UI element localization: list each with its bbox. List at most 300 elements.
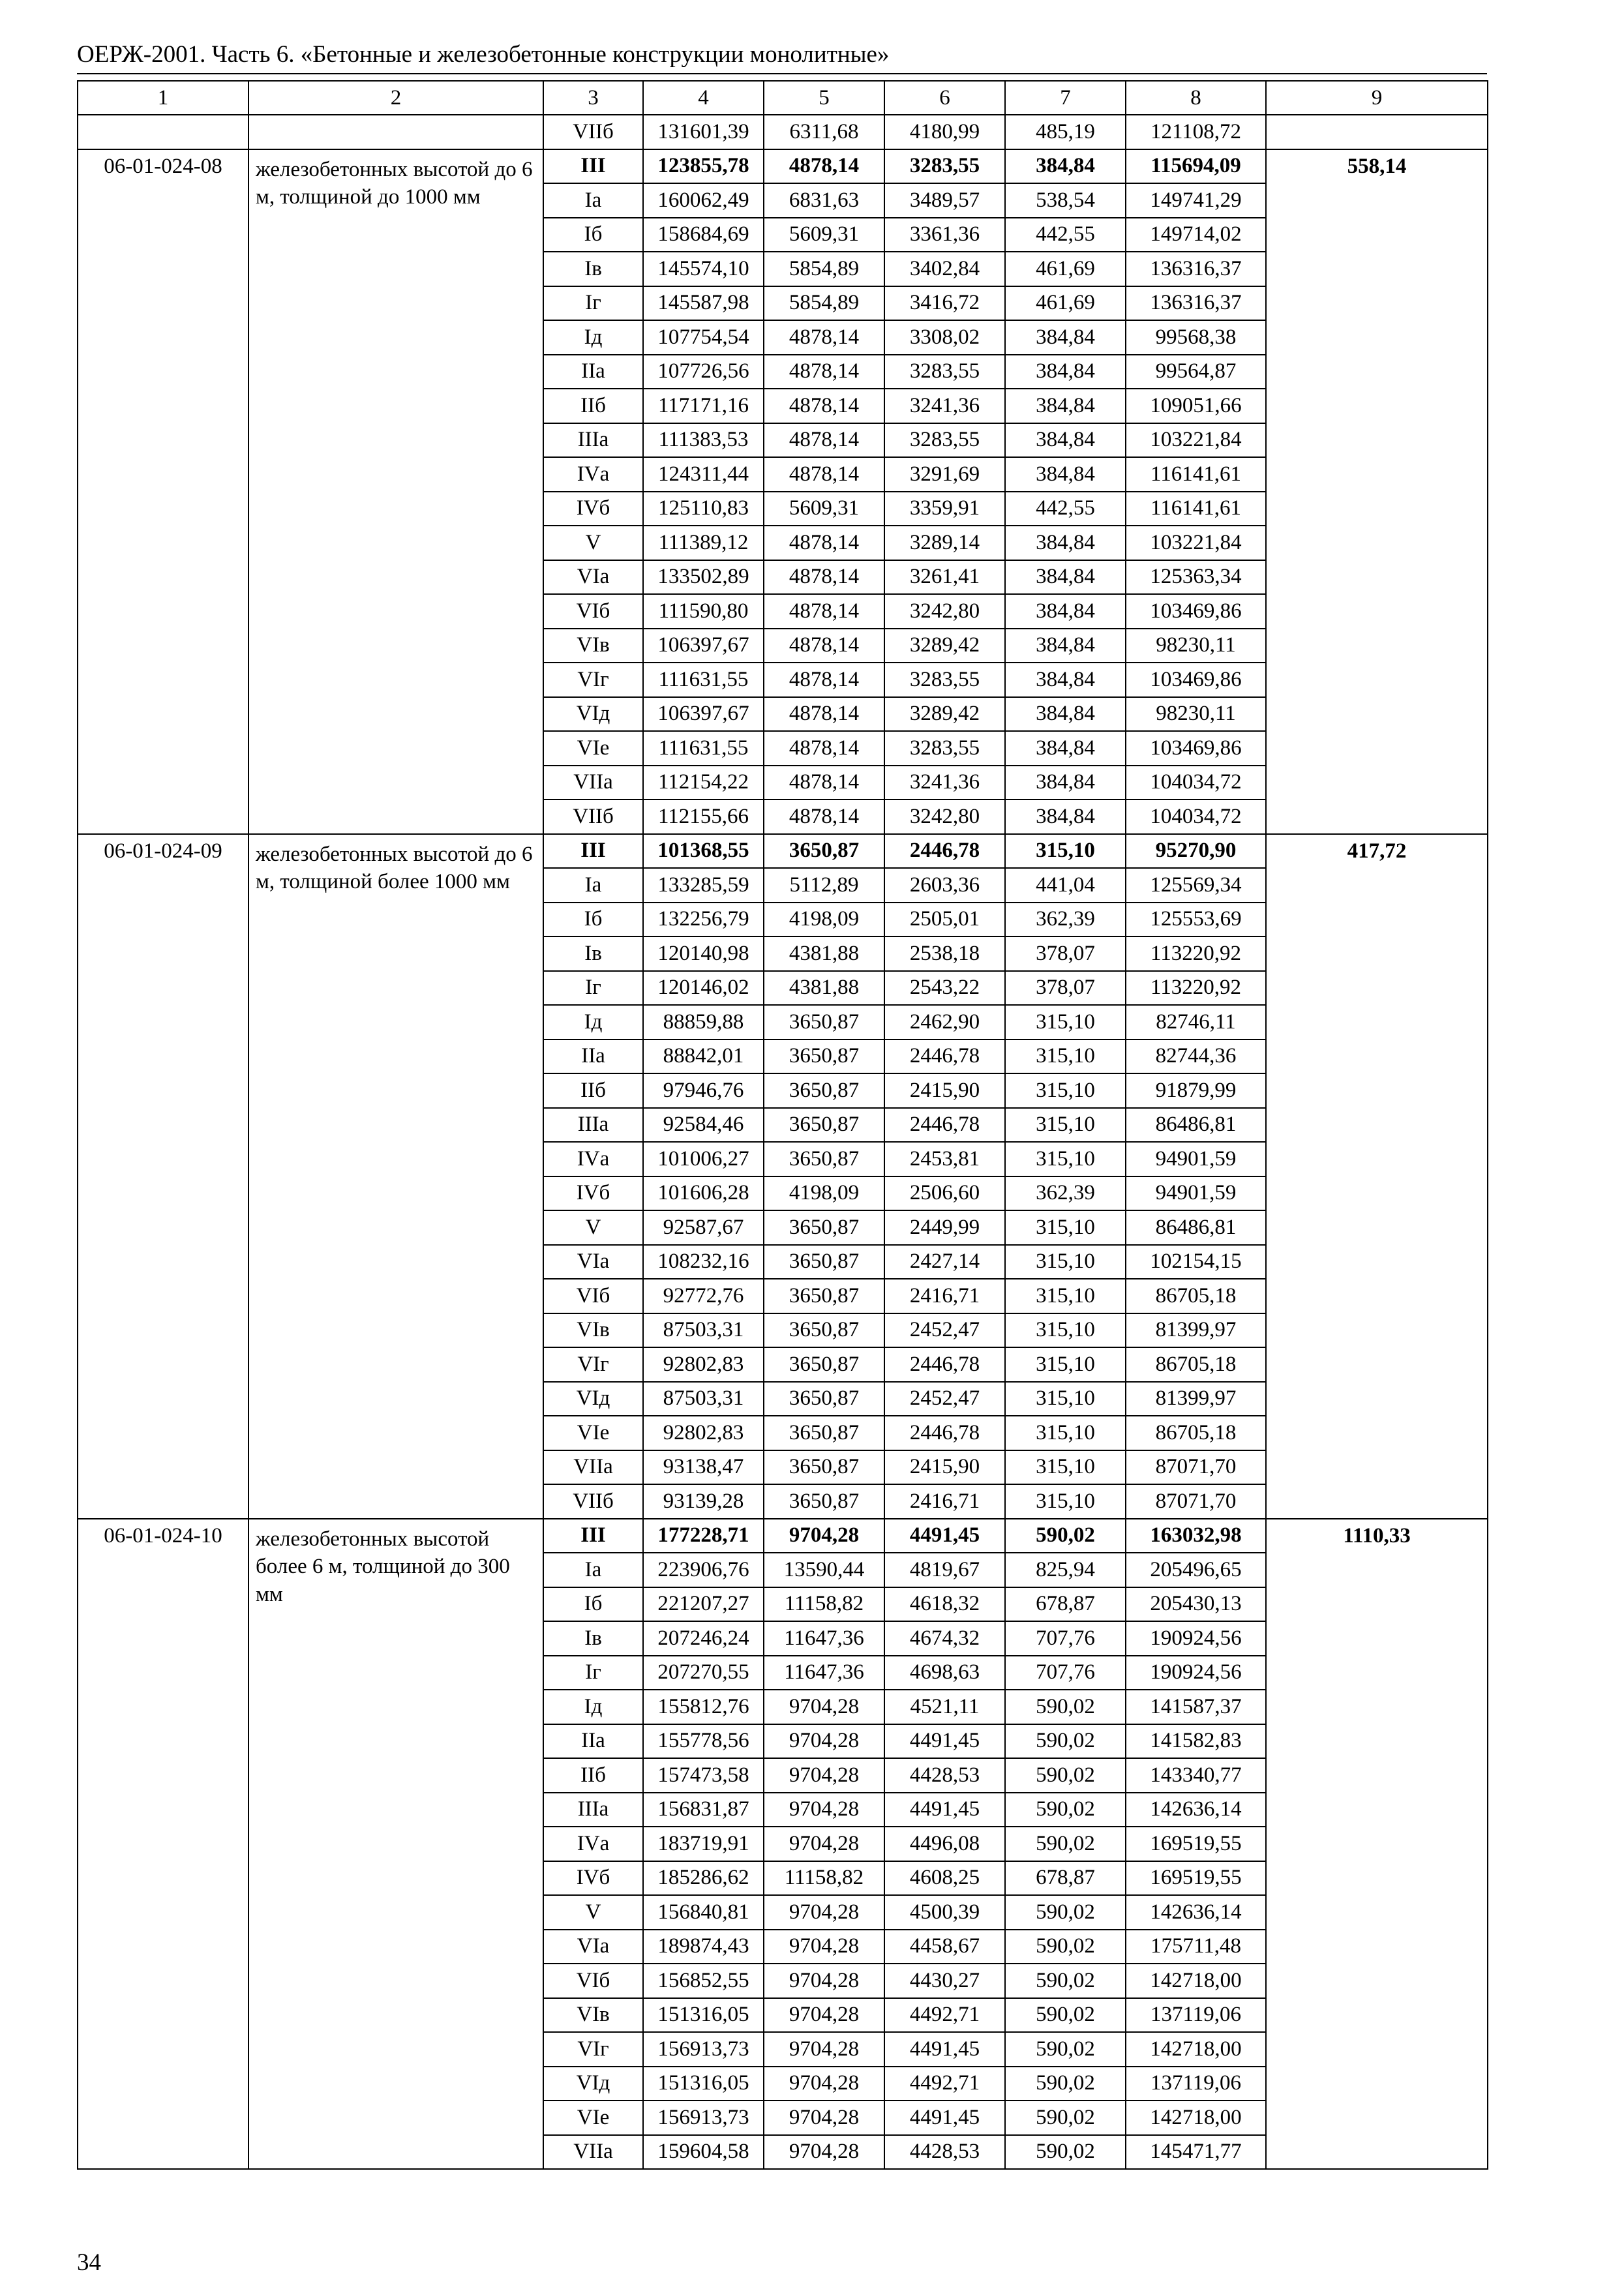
value-cell: 590,02: [1005, 2067, 1126, 2101]
value-cell: 142718,00: [1126, 2032, 1266, 2067]
value-cell: 183719,91: [643, 1827, 764, 1861]
value-cell: 189874,43: [643, 1930, 764, 1964]
value-cell: 11647,36: [764, 1656, 884, 1690]
value-cell: 205430,13: [1126, 1587, 1266, 1622]
value-cell: 315,10: [1005, 1040, 1126, 1074]
value-cell: 86486,81: [1126, 1210, 1266, 1245]
value-cell: 163032,98: [1126, 1519, 1266, 1553]
value-cell: 3416,72: [884, 286, 1005, 321]
column-number: 1: [78, 81, 248, 115]
value-cell: 6831,63: [764, 183, 884, 218]
value-cell: 156913,73: [643, 2032, 764, 2067]
value-cell: 3650,87: [764, 1416, 884, 1450]
value-cell: 4878,14: [764, 355, 884, 389]
zone-cell: VIв: [543, 629, 643, 663]
value-cell: 99564,87: [1126, 355, 1266, 389]
value-cell: 5854,89: [764, 252, 884, 286]
value-cell: 5112,89: [764, 868, 884, 903]
zone-cell: IIа: [543, 1040, 643, 1074]
value-cell: 590,02: [1005, 1793, 1126, 1827]
value-cell: 92584,46: [643, 1108, 764, 1143]
zone-cell: VIг: [543, 1347, 643, 1382]
value-cell: 111389,12: [643, 526, 764, 560]
value-cell: 106397,67: [643, 629, 764, 663]
column-number: 2: [248, 81, 543, 115]
value-cell: 3650,87: [764, 1313, 884, 1348]
value-cell: 207270,55: [643, 1656, 764, 1690]
value-cell: 116141,61: [1126, 457, 1266, 492]
value-cell: 590,02: [1005, 1519, 1126, 1553]
value-cell: 4819,67: [884, 1553, 1005, 1587]
value-cell: 111383,53: [643, 423, 764, 458]
zone-cell: VIд: [543, 1382, 643, 1416]
zone-cell: VIIб: [543, 115, 643, 149]
value-cell: 4381,88: [764, 971, 884, 1006]
value-cell: 101368,55: [643, 834, 764, 869]
value-cell: 384,84: [1005, 526, 1126, 560]
zone-cell: Iд: [543, 320, 643, 355]
value-cell: 4491,45: [884, 1724, 1005, 1759]
zone-cell: Iв: [543, 1621, 643, 1656]
value-cell: 159604,58: [643, 2135, 764, 2170]
value-cell: 3650,87: [764, 1484, 884, 1519]
value-cell: 9704,28: [764, 1724, 884, 1759]
value-cell: 11647,36: [764, 1621, 884, 1656]
value-cell: 3242,80: [884, 594, 1005, 629]
zone-cell: VIд: [543, 697, 643, 732]
value-cell: 207246,24: [643, 1621, 764, 1656]
value-cell: 2538,18: [884, 936, 1005, 971]
value-cell: 384,84: [1005, 594, 1126, 629]
value-cell: 678,87: [1005, 1587, 1126, 1622]
value-cell: 590,02: [1005, 1690, 1126, 1724]
value-cell: 707,76: [1005, 1621, 1126, 1656]
value-cell: 136316,37: [1126, 286, 1266, 321]
value-cell: 155778,56: [643, 1724, 764, 1759]
zone-cell: VIIа: [543, 1450, 643, 1485]
table-row: [78, 1519, 1488, 1553]
rate-total: 1110,33: [1266, 1519, 1488, 2170]
value-cell: 2449,99: [884, 1210, 1005, 1245]
value-cell: 86705,18: [1126, 1416, 1266, 1450]
value-cell: 538,54: [1005, 183, 1126, 218]
value-cell: 205496,65: [1126, 1553, 1266, 1587]
value-cell: 2416,71: [884, 1279, 1005, 1313]
value-cell: 103221,84: [1126, 423, 1266, 458]
value-cell: 3289,14: [884, 526, 1005, 560]
zone-cell: IIб: [543, 1758, 643, 1793]
value-cell: 92772,76: [643, 1279, 764, 1313]
value-cell: 3283,55: [884, 731, 1005, 766]
empty-code-cell: [78, 115, 248, 149]
value-cell: 13590,44: [764, 1553, 884, 1587]
zone-cell: VIа: [543, 560, 643, 595]
value-cell: 185286,62: [643, 1861, 764, 1896]
value-cell: 142636,14: [1126, 1793, 1266, 1827]
value-cell: 81399,97: [1126, 1313, 1266, 1348]
value-cell: 141582,83: [1126, 1724, 1266, 1759]
column-number: 6: [884, 81, 1005, 115]
value-cell: 384,84: [1005, 766, 1126, 800]
zone-cell: Iд: [543, 1690, 643, 1724]
value-cell: 99568,38: [1126, 320, 1266, 355]
value-cell: 485,19: [1005, 115, 1126, 149]
value-cell: 93139,28: [643, 1484, 764, 1519]
value-cell: 137119,06: [1126, 1998, 1266, 2033]
value-cell: 157473,58: [643, 1758, 764, 1793]
value-cell: 104034,72: [1126, 800, 1266, 834]
column-number: 4: [643, 81, 764, 115]
zone-cell: V: [543, 1895, 643, 1930]
value-cell: 87503,31: [643, 1382, 764, 1416]
value-cell: 9704,28: [764, 2101, 884, 2135]
value-cell: 4878,14: [764, 629, 884, 663]
value-cell: 4878,14: [764, 457, 884, 492]
value-cell: 384,84: [1005, 320, 1126, 355]
value-cell: 2446,78: [884, 834, 1005, 869]
value-cell: 9704,28: [764, 1519, 884, 1553]
value-cell: 3261,41: [884, 560, 1005, 595]
column-number: 3: [543, 81, 643, 115]
value-cell: 2446,78: [884, 1040, 1005, 1074]
column-number: 7: [1005, 81, 1126, 115]
zone-cell: VIе: [543, 2101, 643, 2135]
value-cell: 3402,84: [884, 252, 1005, 286]
value-cell: 123855,78: [643, 149, 764, 184]
value-cell: 5609,31: [764, 218, 884, 252]
value-cell: 112154,22: [643, 766, 764, 800]
value-cell: 4492,71: [884, 1998, 1005, 2033]
value-cell: 117171,16: [643, 389, 764, 423]
value-cell: 2446,78: [884, 1416, 1005, 1450]
value-cell: 94901,59: [1126, 1176, 1266, 1211]
zone-cell: VIIб: [543, 800, 643, 834]
carryover-row: [78, 115, 1488, 149]
column-number-row: [78, 81, 1488, 115]
zone-cell: VIг: [543, 663, 643, 697]
value-cell: 384,84: [1005, 697, 1126, 732]
value-cell: 590,02: [1005, 1758, 1126, 1793]
value-cell: 102154,15: [1126, 1245, 1266, 1279]
zone-cell: VIв: [543, 1313, 643, 1348]
value-cell: 5854,89: [764, 286, 884, 321]
value-cell: 384,84: [1005, 629, 1126, 663]
rate-code: 06-01-024-09: [78, 834, 248, 1519]
value-cell: 3291,69: [884, 457, 1005, 492]
value-cell: 98230,11: [1126, 697, 1266, 732]
rates-table: [77, 80, 1488, 2170]
value-cell: 3241,36: [884, 389, 1005, 423]
value-cell: 106397,67: [643, 697, 764, 732]
value-cell: 384,84: [1005, 389, 1126, 423]
value-cell: 2462,90: [884, 1005, 1005, 1040]
value-cell: 4674,32: [884, 1621, 1005, 1656]
zone-cell: VIIа: [543, 2135, 643, 2170]
table-row: [78, 149, 1488, 184]
value-cell: 4491,45: [884, 2101, 1005, 2135]
value-cell: 88859,88: [643, 1005, 764, 1040]
value-cell: 2446,78: [884, 1347, 1005, 1382]
value-cell: 94901,59: [1126, 1142, 1266, 1176]
value-cell: 3650,87: [764, 834, 884, 869]
value-cell: 132256,79: [643, 903, 764, 937]
value-cell: 4198,09: [764, 1176, 884, 1211]
value-cell: 158684,69: [643, 218, 764, 252]
value-cell: 378,07: [1005, 971, 1126, 1006]
value-cell: 82744,36: [1126, 1040, 1266, 1074]
value-cell: 442,55: [1005, 492, 1126, 526]
value-cell: 4878,14: [764, 320, 884, 355]
value-cell: 3650,87: [764, 1210, 884, 1245]
value-cell: 590,02: [1005, 2135, 1126, 2170]
value-cell: 590,02: [1005, 1964, 1126, 1998]
rate-total: 417,72: [1266, 834, 1488, 1519]
zone-cell: Iв: [543, 252, 643, 286]
value-cell: 113220,92: [1126, 936, 1266, 971]
value-cell: 384,84: [1005, 457, 1126, 492]
zone-cell: Iг: [543, 286, 643, 321]
value-cell: 4618,32: [884, 1587, 1005, 1622]
value-cell: 590,02: [1005, 2101, 1126, 2135]
value-cell: 3283,55: [884, 355, 1005, 389]
zone-cell: IIIа: [543, 423, 643, 458]
value-cell: 2543,22: [884, 971, 1005, 1006]
value-cell: 3283,55: [884, 663, 1005, 697]
zone-cell: IVа: [543, 457, 643, 492]
rate-code: 06-01-024-08: [78, 149, 248, 834]
value-cell: 142636,14: [1126, 1895, 1266, 1930]
zone-cell: IIб: [543, 1073, 643, 1108]
zone-cell: V: [543, 526, 643, 560]
zone-cell: IVб: [543, 1861, 643, 1896]
value-cell: 315,10: [1005, 1073, 1126, 1108]
value-cell: 315,10: [1005, 1416, 1126, 1450]
value-cell: 9704,28: [764, 1827, 884, 1861]
value-cell: 3489,57: [884, 183, 1005, 218]
value-cell: 116141,61: [1126, 492, 1266, 526]
zone-cell: VIIа: [543, 766, 643, 800]
value-cell: 4608,25: [884, 1861, 1005, 1896]
zone-cell: V: [543, 1210, 643, 1245]
value-cell: 2506,60: [884, 1176, 1005, 1211]
value-cell: 3650,87: [764, 1450, 884, 1485]
value-cell: 2452,47: [884, 1313, 1005, 1348]
value-cell: 441,04: [1005, 868, 1126, 903]
value-cell: 315,10: [1005, 1279, 1126, 1313]
value-cell: 3289,42: [884, 629, 1005, 663]
value-cell: 142718,00: [1126, 2101, 1266, 2135]
value-cell: 3361,36: [884, 218, 1005, 252]
zone-cell: IIа: [543, 1724, 643, 1759]
value-cell: 125553,69: [1126, 903, 1266, 937]
value-cell: 384,84: [1005, 800, 1126, 834]
rate-name: железобетонных высотой более 6 м, толщиной до 300 мм: [248, 1519, 543, 2170]
value-cell: 3242,80: [884, 800, 1005, 834]
value-cell: 103469,86: [1126, 663, 1266, 697]
value-cell: 590,02: [1005, 1998, 1126, 2033]
value-cell: 442,55: [1005, 218, 1126, 252]
value-cell: 177228,71: [643, 1519, 764, 1553]
zone-cell: VIа: [543, 1930, 643, 1964]
table-row: [78, 834, 1488, 869]
value-cell: 4491,45: [884, 1793, 1005, 1827]
value-cell: 115694,09: [1126, 149, 1266, 184]
value-cell: 4878,14: [764, 697, 884, 732]
value-cell: 87503,31: [643, 1313, 764, 1348]
value-cell: 3650,87: [764, 1040, 884, 1074]
value-cell: 590,02: [1005, 1827, 1126, 1861]
value-cell: 4878,14: [764, 389, 884, 423]
zone-cell: VIб: [543, 594, 643, 629]
value-cell: 87071,70: [1126, 1450, 1266, 1485]
value-cell: 81399,97: [1126, 1382, 1266, 1416]
zone-cell: IIIа: [543, 1108, 643, 1143]
value-cell: 315,10: [1005, 1108, 1126, 1143]
value-cell: 3359,91: [884, 492, 1005, 526]
value-cell: 9704,28: [764, 2135, 884, 2170]
value-cell: 137119,06: [1126, 2067, 1266, 2101]
value-cell: 92802,83: [643, 1347, 764, 1382]
value-cell: 4878,14: [764, 526, 884, 560]
zone-cell: Iб: [543, 903, 643, 937]
value-cell: 4428,53: [884, 2135, 1005, 2170]
value-cell: 98230,11: [1126, 629, 1266, 663]
value-cell: 151316,05: [643, 1998, 764, 2033]
value-cell: 4430,27: [884, 1964, 1005, 1998]
zone-cell: VIб: [543, 1279, 643, 1313]
value-cell: 107726,56: [643, 355, 764, 389]
zone-cell: III: [543, 834, 643, 869]
value-cell: 2427,14: [884, 1245, 1005, 1279]
column-number: 5: [764, 81, 884, 115]
value-cell: 169519,55: [1126, 1827, 1266, 1861]
value-cell: 5609,31: [764, 492, 884, 526]
zone-cell: VIв: [543, 1998, 643, 2033]
value-cell: 97946,76: [643, 1073, 764, 1108]
value-cell: 4428,53: [884, 1758, 1005, 1793]
zone-cell: IIб: [543, 389, 643, 423]
zone-cell: Iб: [543, 1587, 643, 1622]
empty-total-cell: [1266, 115, 1488, 149]
value-cell: 151316,05: [643, 2067, 764, 2101]
value-cell: 4878,14: [764, 800, 884, 834]
value-cell: 121108,72: [1126, 115, 1266, 149]
value-cell: 145587,98: [643, 286, 764, 321]
value-cell: 4500,39: [884, 1895, 1005, 1930]
value-cell: 362,39: [1005, 903, 1126, 937]
value-cell: 145471,77: [1126, 2135, 1266, 2170]
value-cell: 461,69: [1005, 252, 1126, 286]
zone-cell: IIIа: [543, 1793, 643, 1827]
value-cell: 111631,55: [643, 731, 764, 766]
zone-cell: VIе: [543, 1416, 643, 1450]
value-cell: 155812,76: [643, 1690, 764, 1724]
value-cell: 315,10: [1005, 1382, 1126, 1416]
value-cell: 101006,27: [643, 1142, 764, 1176]
value-cell: 384,84: [1005, 560, 1126, 595]
value-cell: 461,69: [1005, 286, 1126, 321]
value-cell: 131601,39: [643, 115, 764, 149]
value-cell: 95270,90: [1126, 834, 1266, 869]
value-cell: 3650,87: [764, 1108, 884, 1143]
value-cell: 109051,66: [1126, 389, 1266, 423]
value-cell: 3283,55: [884, 423, 1005, 458]
value-cell: 3308,02: [884, 320, 1005, 355]
document-header: ОЕРЖ-2001. Часть 6. «Бетонные и железобетонные конструкции монолитные»: [77, 41, 890, 68]
value-cell: 104034,72: [1126, 766, 1266, 800]
zone-cell: VIд: [543, 2067, 643, 2101]
value-cell: 362,39: [1005, 1176, 1126, 1211]
value-cell: 2415,90: [884, 1450, 1005, 1485]
zone-cell: Iа: [543, 183, 643, 218]
value-cell: 678,87: [1005, 1861, 1126, 1896]
value-cell: 156831,87: [643, 1793, 764, 1827]
value-cell: 315,10: [1005, 1210, 1126, 1245]
value-cell: 4492,71: [884, 2067, 1005, 2101]
value-cell: 221207,27: [643, 1587, 764, 1622]
value-cell: 9704,28: [764, 1690, 884, 1724]
value-cell: 136316,37: [1126, 252, 1266, 286]
value-cell: 9704,28: [764, 1793, 884, 1827]
value-cell: 4878,14: [764, 663, 884, 697]
value-cell: 149741,29: [1126, 183, 1266, 218]
value-cell: 315,10: [1005, 1450, 1126, 1485]
value-cell: 315,10: [1005, 1313, 1126, 1348]
empty-name-cell: [248, 115, 543, 149]
value-cell: 9704,28: [764, 1758, 884, 1793]
value-cell: 2452,47: [884, 1382, 1005, 1416]
zone-cell: IVа: [543, 1142, 643, 1176]
value-cell: 2415,90: [884, 1073, 1005, 1108]
value-cell: 86705,18: [1126, 1347, 1266, 1382]
value-cell: 4496,08: [884, 1827, 1005, 1861]
value-cell: 4381,88: [764, 936, 884, 971]
value-cell: 111590,80: [643, 594, 764, 629]
value-cell: 3650,87: [764, 1073, 884, 1108]
value-cell: 87071,70: [1126, 1484, 1266, 1519]
value-cell: 315,10: [1005, 1245, 1126, 1279]
value-cell: 9704,28: [764, 2032, 884, 2067]
value-cell: 86705,18: [1126, 1279, 1266, 1313]
value-cell: 108232,16: [643, 1245, 764, 1279]
value-cell: 2446,78: [884, 1108, 1005, 1143]
value-cell: 111631,55: [643, 663, 764, 697]
rate-name: железобетонных высотой до 6 м, толщиной до 1000 мм: [248, 149, 543, 834]
page-number: 34: [77, 2249, 101, 2276]
value-cell: 4458,67: [884, 1930, 1005, 1964]
zone-cell: III: [543, 149, 643, 184]
zone-cell: Iг: [543, 971, 643, 1006]
value-cell: 315,10: [1005, 1142, 1126, 1176]
value-cell: 9704,28: [764, 1998, 884, 2033]
value-cell: 315,10: [1005, 1484, 1126, 1519]
zone-cell: IVа: [543, 1827, 643, 1861]
value-cell: 125569,34: [1126, 868, 1266, 903]
value-cell: 107754,54: [643, 320, 764, 355]
value-cell: 4878,14: [764, 560, 884, 595]
value-cell: 156840,81: [643, 1895, 764, 1930]
rate-name: железобетонных высотой до 6 м, толщиной более 1000 мм: [248, 834, 543, 1519]
value-cell: 4180,99: [884, 115, 1005, 149]
value-cell: 4698,63: [884, 1656, 1005, 1690]
value-cell: 169519,55: [1126, 1861, 1266, 1896]
rate-code: 06-01-024-10: [78, 1519, 248, 2170]
value-cell: 4198,09: [764, 903, 884, 937]
value-cell: 384,84: [1005, 731, 1126, 766]
value-cell: 142718,00: [1126, 1964, 1266, 1998]
zone-cell: VIг: [543, 2032, 643, 2067]
value-cell: 2453,81: [884, 1142, 1005, 1176]
